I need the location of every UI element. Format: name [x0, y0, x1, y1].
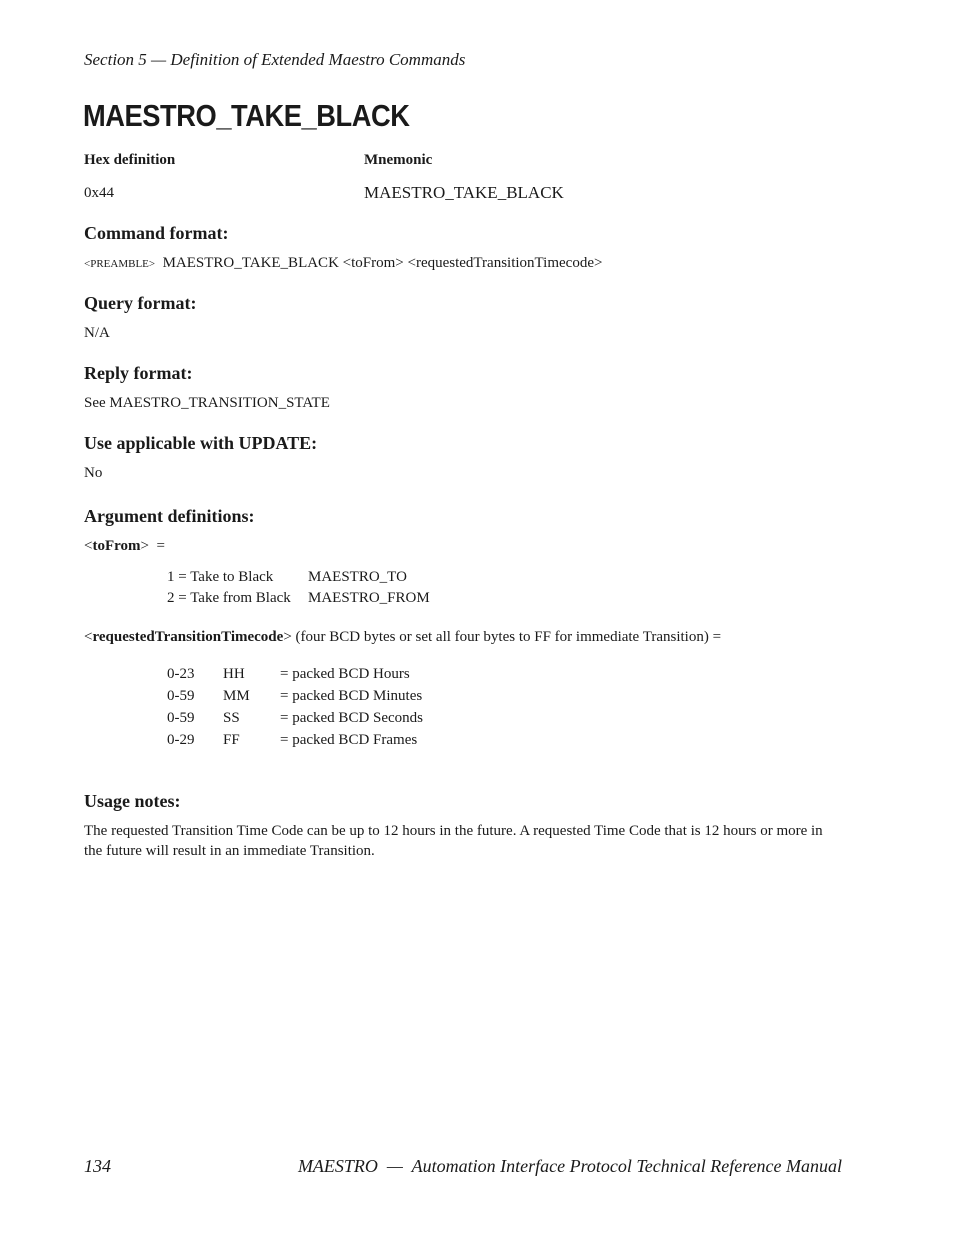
timecode-row-ss-desc: = packed BCD Seconds	[280, 710, 424, 726]
mnemonic-label: Mnemonic	[364, 152, 433, 168]
timecode-row-hh-code: HH	[223, 666, 245, 682]
section-header: Section 5 — Definition of Extended Maestro Commands	[84, 50, 466, 69]
argument-definitions-heading: Argument definitions:	[84, 506, 255, 526]
timecode-close: > (four BCD bytes or set all four bytes to FF for immediate Transition) =	[283, 629, 722, 645]
mnemonic-value: MAESTRO_TAKE_BLACK	[364, 183, 564, 202]
timecode-name: requestedTransitionTimecode	[92, 629, 284, 645]
hex-value: 0x44	[84, 185, 114, 201]
reply-format-heading: Reply format:	[84, 363, 193, 383]
timecode-argument	[84, 629, 721, 646]
timecode-row-mm-code: MM	[223, 688, 250, 704]
tofrom-value-1-desc: 1 = Take to Black	[167, 569, 274, 585]
page-number: 134	[84, 1156, 111, 1176]
timecode-open: <	[84, 629, 93, 645]
timecode-row-mm-range: 0-59	[167, 688, 195, 704]
command-format-heading: Command format:	[84, 223, 229, 243]
update-text: No	[84, 465, 103, 481]
tofrom-value-2-constant: MAESTRO_FROM	[308, 590, 430, 606]
tofrom-value-2-desc: 2 = Take from Black	[167, 590, 291, 606]
timecode-row-ss-range: 0-59	[167, 710, 195, 726]
usage-notes-text: The requested Transition Time Code can be up to 12 hours in the future. A requested Time Code that is 12 hours or more in the future will result in an immediate Transition.	[84, 823, 823, 859]
preamble-token: <PREAMBLE>	[84, 258, 156, 270]
query-format-heading: Query format:	[84, 293, 197, 313]
update-heading: Use applicable with UPDATE:	[84, 433, 318, 453]
timecode-row-ss-code: SS	[223, 710, 240, 726]
usage-notes-heading: Usage notes:	[84, 791, 181, 811]
command-format-line	[84, 255, 602, 272]
timecode-row-hh-desc: = packed BCD Hours	[280, 666, 410, 682]
reply-format-text: See MAESTRO_TRANSITION_STATE	[84, 395, 330, 411]
page-title: MAESTRO_TAKE_BLACK	[83, 98, 410, 133]
tofrom-close: > =	[140, 538, 165, 554]
timecode-row-hh-range: 0-23	[167, 666, 195, 682]
timecode-row-mm-desc: = packed BCD Minutes	[280, 688, 423, 704]
query-format-text: N/A	[84, 325, 110, 341]
timecode-row-ff-range: 0-29	[167, 732, 195, 748]
tofrom-argument	[84, 538, 165, 555]
tofrom-open: <	[84, 538, 93, 554]
command-format-text: MAESTRO_TAKE_BLACK <toFrom> <requestedTransitionTimecode>	[162, 255, 603, 271]
tofrom-value-1-constant: MAESTRO_TO	[308, 569, 407, 585]
timecode-row-ff-code: FF	[223, 732, 240, 748]
timecode-row-ff-desc: = packed BCD Frames	[280, 732, 418, 748]
hex-definition-label: Hex definition	[84, 152, 176, 168]
manual-title: MAESTRO — Automation Interface Protocol Technical Reference Manual	[297, 1156, 842, 1176]
tofrom-name: toFrom	[92, 538, 141, 554]
